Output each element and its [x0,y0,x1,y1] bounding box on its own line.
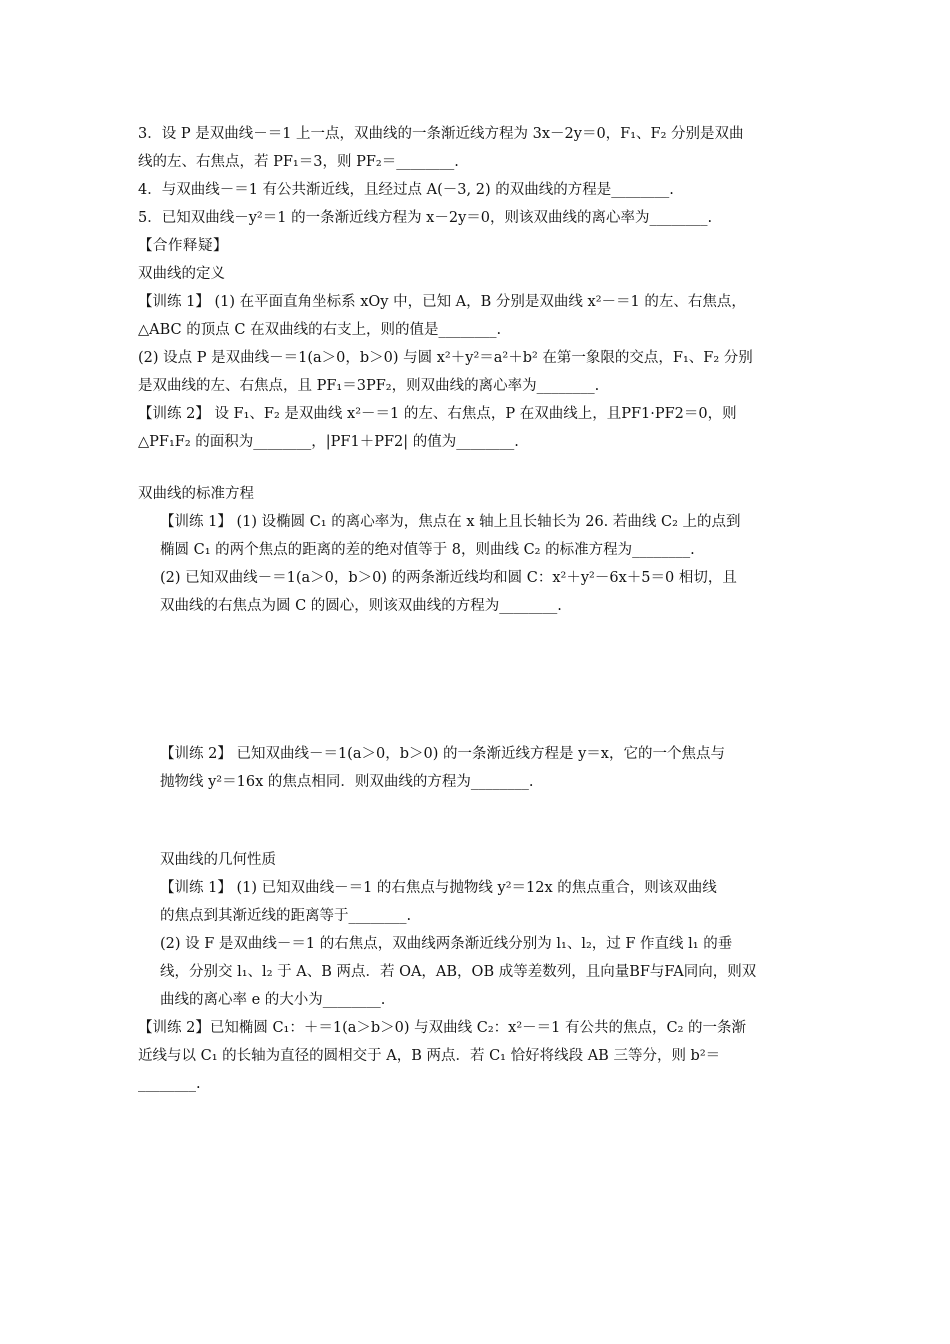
def-train1-part2-line-1: (2) 设点 P 是双曲线－＝1(a＞0，b＞0) 与圆 x²＋y²＝a²＋b² 在第一象限的交点，F₁、F₂ 分别 [138,350,753,366]
geo-train1-part2-line-1: (2) 设 F 是双曲线－＝1 的右焦点，双曲线两条渐近线分别为 l₁、l₂，过 F 作直线 l₁ 的垂 [160,936,733,952]
topic-definition: 双曲线的定义 [138,266,225,282]
std-train2-line-1: 【训练 2】 已知双曲线－＝1(a＞0，b＞0) 的一条渐近线方程是 y＝x，它的一个焦点与 [160,746,725,762]
std-train1-part2-line-1: (2) 已知双曲线－＝1(a＞0，b＞0) 的两条渐近线均和圆 C：x²＋y²－6x＋5＝0 相切，且 [160,570,737,586]
geo-train1-line-1: 【训练 1】 (1) 已知双曲线－＝1 的右焦点与抛物线 y²＝12x 的焦点重合，则该双曲线 [160,880,717,896]
std-train1-line-1: 【训练 1】 (1) 设椭圆 C₁ 的离心率为，焦点在 x 轴上且长轴长为 26. 若曲线 C₂ 上的点到 [160,514,741,530]
geo-train1-part2-line-3: 曲线的离心率 e 的大小为________. [160,992,386,1008]
geo-train1-line-2: 的焦点到其渐近线的距离等于________. [160,908,412,924]
geo-train1-part2-line-2: 线，分别交 l₁、l₂ 于 A、B 两点．若 OA，AB，OB 成等差数列，且向量BF与FA同向，则双 [160,964,757,980]
def-train1-line-2: △ABC 的顶点 C 在双曲线的右支上，则的值是________. [138,322,502,338]
problem-5-line: 5．已知双曲线－y²＝1 的一条渐近线方程为 x－2y＝0，则该双曲线的离心率为________. [138,210,713,226]
geo-train2-line-1: 【训练 2】已知椭圆 C₁：＋＝1(a＞b＞0) 与双曲线 C₂：x²－＝1 有公共的焦点，C₂ 的一条渐 [138,1020,747,1036]
def-train1-part2-line-2: 是双曲线的左、右焦点，且 PF₁＝3PF₂，则双曲线的离心率为________. [138,378,600,394]
geo-train2-line-3: ________. [138,1076,201,1092]
problem-3-line-1: 3．设 P 是双曲线－＝1 上一点，双曲线的一条渐近线方程为 3x－2y＝0，F₁、F₂ 分别是双曲 [138,126,744,142]
topic-geometric-properties: 双曲线的几何性质 [160,852,276,868]
section-heading-cooperation: 【合作释疑】 [138,238,228,254]
def-train1-line-1: 【训练 1】 (1) 在平面直角坐标系 xOy 中，已知 A，B 分别是双曲线 x²－＝1 的左、右焦点， [138,294,746,310]
def-train2-line-1: 【训练 2】 设 F₁、F₂ 是双曲线 x²－＝1 的左、右焦点，P 在双曲线上，且PF1·PF2＝0，则 [138,406,737,422]
geo-train2-line-2: 近线与以 C₁ 的长轴为直径的圆相交于 A，B 两点．若 C₁ 恰好将线段 AB 三等分，则 b²＝ [138,1048,721,1064]
problem-3-line-2: 线的左、右焦点，若 PF₁＝3，则 PF₂＝________. [138,154,459,170]
std-train2-line-2: 抛物线 y²＝16x 的焦点相同．则双曲线的方程为________. [160,774,534,790]
std-train1-part2-line-2: 双曲线的右焦点为圆 C 的圆心，则该双曲线的方程为________. [160,598,562,614]
topic-standard-equation: 双曲线的标准方程 [138,486,254,502]
def-train2-line-2: △PF₁F₂ 的面积为________，|PF1＋PF2| 的值为________. [138,434,519,450]
std-train1-line-2: 椭圆 C₁ 的两个焦点的距离的差的绝对值等于 8，则曲线 C₂ 的标准方程为________. [160,542,695,558]
problem-4-line: 4．与双曲线－＝1 有公共渐近线，且经过点 A(－3, 2) 的双曲线的方程是________. [138,182,674,198]
